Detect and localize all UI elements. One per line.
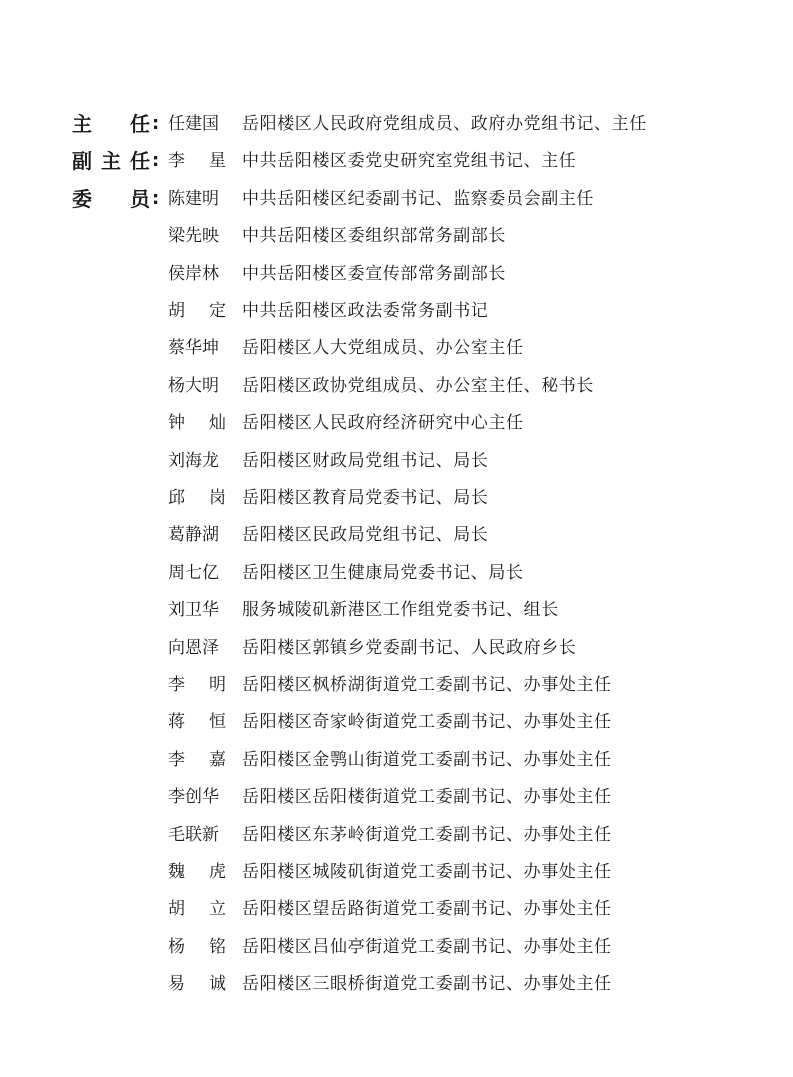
member-title: 中共岳阳楼区政法委常务副书记 <box>242 301 489 321</box>
role-label <box>72 184 158 214</box>
roster-row <box>0 333 793 363</box>
member-title: 岳阳楼区人大党组成员、办公室主任 <box>242 338 524 359</box>
member-name: 李 星 <box>168 151 226 172</box>
roster-row <box>0 857 793 887</box>
roster-row <box>0 969 793 999</box>
roster-row <box>0 296 793 326</box>
member-title: 岳阳楼区财政局党组书记、局长 <box>242 450 489 471</box>
roster-row <box>0 109 793 139</box>
member-title: 岳阳楼区枫桥湖街道党工委副书记、办事处主任 <box>242 675 612 695</box>
roster-row <box>0 371 793 401</box>
member-name: 侯 岸 林 <box>168 263 219 284</box>
member-title: 岳阳楼区教育局党委书记、局长 <box>242 488 489 508</box>
member-title: 岳阳楼区望岳路街道党工委副书记、办事处主任 <box>242 899 612 920</box>
member-title: 岳阳楼区民政局党组书记、局长 <box>242 525 489 546</box>
roster-row <box>0 670 793 700</box>
member-name: 向 恩 泽 <box>168 637 219 658</box>
member-name: 钟 灿 <box>168 413 226 434</box>
member-name: 李 创 华 <box>168 787 219 808</box>
member-name: 蔡 华 坤 <box>168 338 219 359</box>
member-name: 魏 虎 <box>168 862 226 882</box>
roster-row <box>0 520 793 550</box>
member-name: 葛 静 湖 <box>168 525 219 546</box>
member-title: 岳阳楼区东茅岭街道党工委副书记、办事处主任 <box>242 824 612 845</box>
member-title: 岳阳楼区三眼桥街道党工委副书记、办事处主任 <box>242 974 612 995</box>
member-title: 岳阳楼区卫生健康局党委书记、局长 <box>242 562 524 583</box>
roster-row <box>0 446 793 476</box>
member-title: 岳阳楼区政协党组成员、办公室主任、秘书长 <box>242 375 594 396</box>
role-colon: : <box>152 150 160 172</box>
role-text: 主 任 <box>72 112 150 136</box>
member-name: 蒋 恒 <box>168 712 226 733</box>
member-title: 岳阳楼区郭镇乡党委副书记、人民政府乡长 <box>242 637 577 658</box>
member-title: 中共岳阳楼区委组织部常务副部长 <box>242 226 506 247</box>
roster-row <box>0 146 793 176</box>
role-colon: : <box>152 113 160 134</box>
member-name: 任 建 国 <box>168 114 219 134</box>
member-name: 易 诚 <box>168 974 226 995</box>
member-title: 岳阳楼区金鹗山街道党工委副书记、办事处主任 <box>242 749 612 770</box>
member-name: 梁 先 映 <box>168 226 219 247</box>
member-name: 杨 大 明 <box>168 375 219 396</box>
roster-row <box>0 894 793 924</box>
roster-row <box>0 408 793 438</box>
roster-row <box>0 221 793 251</box>
roster-row <box>0 259 793 289</box>
roster-row <box>0 595 793 625</box>
role-label <box>72 146 158 176</box>
member-name: 周 七 亿 <box>168 562 219 583</box>
member-title: 中共岳阳楼区纪委副书记、监察委员会副主任 <box>242 188 594 209</box>
member-title: 中共岳阳楼区委宣传部常务副部长 <box>242 263 506 284</box>
member-name: 陈 建 明 <box>168 188 219 209</box>
roster-row <box>0 707 793 737</box>
member-name: 刘 卫 华 <box>168 600 219 621</box>
member-title: 岳阳楼区岳阳楼街道党工委副书记、办事处主任 <box>242 787 612 808</box>
roster-row <box>0 820 793 850</box>
roster-row <box>0 184 793 214</box>
roster-row <box>0 932 793 962</box>
role-text: 副 主 任 <box>72 149 150 174</box>
member-title: 岳阳楼区吕仙亭街道党工委副书记、办事处主任 <box>242 936 612 957</box>
member-title: 岳阳楼区人民政府经济研究中心主任 <box>242 413 524 434</box>
member-name: 杨 铭 <box>168 936 226 957</box>
member-name: 李 明 <box>168 675 226 695</box>
member-title: 服务城陵矶新港区工作组党委书记、组长 <box>242 600 559 621</box>
member-name: 李 嘉 <box>168 749 226 770</box>
member-title: 岳阳楼区奇家岭街道党工委副书记、办事处主任 <box>242 712 612 733</box>
roster-row <box>0 782 793 812</box>
member-name: 胡 立 <box>168 899 226 920</box>
roster-row <box>0 558 793 588</box>
member-title: 中共岳阳楼区委党史研究室党组书记、主任 <box>242 151 577 172</box>
roster-row <box>0 745 793 775</box>
member-name: 胡 定 <box>168 301 226 321</box>
role-label <box>72 109 158 139</box>
roster-row <box>0 483 793 513</box>
member-name: 刘 海 龙 <box>168 450 219 471</box>
member-name: 邱 岗 <box>168 488 226 508</box>
member-title: 岳阳楼区人民政府党组成员、政府办党组书记、主任 <box>242 114 647 134</box>
member-name: 毛 联 新 <box>168 824 219 845</box>
role-text: 委 员 <box>72 186 150 211</box>
role-colon: : <box>152 187 160 209</box>
member-title: 岳阳楼区城陵矶街道党工委副书记、办事处主任 <box>242 862 612 882</box>
roster-row <box>0 633 793 663</box>
